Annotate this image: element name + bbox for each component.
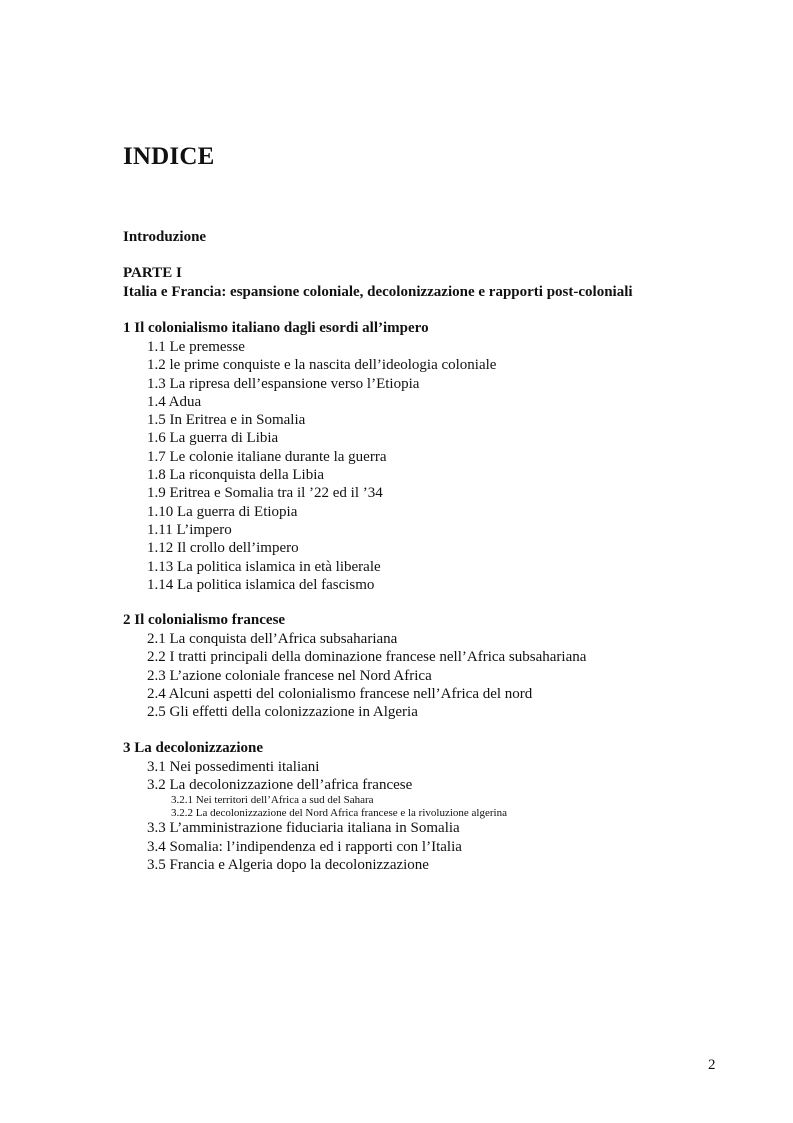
toc-section: 3.1 Nei possedimenti italiani	[147, 758, 320, 775]
toc-section: 3.5 Francia e Algeria dopo la decolonizzazione	[147, 856, 429, 873]
toc-section: 1.7 Le colonie italiane durante la guerra	[147, 448, 387, 465]
chapter-3	[123, 739, 763, 874]
page-title: INDICE	[123, 143, 215, 170]
table-of-contents	[123, 228, 763, 874]
toc-section: 1.13 La politica islamica in età liberale	[147, 558, 381, 575]
toc-section: 1.11 L’impero	[147, 521, 232, 538]
chapter-2	[123, 611, 763, 721]
toc-section: 1.12 Il crollo dell’impero	[147, 540, 299, 557]
toc-section: 1.5 In Eritrea e in Somalia	[147, 412, 306, 429]
toc-introduction: Introduzione	[123, 229, 207, 245]
toc-section: 2.5 Gli effetti della colonizzazione in Algeria	[147, 704, 418, 721]
toc-section: 2.2 I tratti principali della dominazione francese nell’Africa subsahariana	[147, 649, 587, 666]
toc-section: 1.4 Adua	[147, 393, 202, 410]
toc-subsection: 3.2.1 Nei territori dell’Africa a sud del Sahara	[171, 794, 374, 807]
chapter-title: 2 Il colonialismo francese	[123, 612, 286, 629]
page-number: 2	[708, 1057, 716, 1073]
toc-section: 1.6 La guerra di Libia	[147, 430, 279, 447]
part-title: Italia e Francia: espansione coloniale, decolonizzazione e rapporti post-coloniali	[123, 284, 633, 300]
chapter-title: 3 La decolonizzazione	[123, 739, 263, 756]
toc-section: 1.2 le prime conquiste e la nascita dell’ideologia coloniale	[147, 357, 497, 374]
chapter-title: 1 Il colonialismo italiano dagli esordi all’impero	[123, 320, 429, 336]
part-heading	[123, 264, 763, 302]
toc-subsection: 3.2.2 La decolonizzazione del Nord Africa francese e la rivoluzione algerina	[171, 806, 507, 819]
toc-section: 1.3 La ripresa dell’espansione verso l’Etiopia	[147, 375, 420, 392]
toc-section: 3.4 Somalia: l’indipendenza ed i rapporti con l’Italia	[147, 838, 462, 855]
toc-section: 2.3 L’azione coloniale francese nel Nord Africa	[147, 667, 432, 684]
toc-section: 3.2 La decolonizzazione dell’africa francese	[147, 776, 413, 793]
part-label: PARTE I	[123, 265, 182, 281]
toc-section: 2.1 La conquista dell’Africa subsahariana	[147, 631, 398, 648]
toc-section: 1.10 La guerra di Etiopia	[147, 503, 298, 520]
toc-section: 3.3 L’amministrazione fiduciaria italiana in Somalia	[147, 820, 460, 837]
toc-section: 1.8 La riconquista della Libia	[147, 467, 325, 484]
toc-section: 1.14 La politica islamica del fascismo	[147, 576, 375, 593]
toc-section: 1.1 Le premesse	[147, 339, 245, 355]
toc-section: 1.9 Eritrea e Somalia tra il ’22 ed il ’34	[147, 485, 383, 502]
chapter-1	[123, 319, 763, 594]
toc-section: 2.4 Alcuni aspetti del colonialismo francese nell’Africa del nord	[147, 686, 533, 703]
